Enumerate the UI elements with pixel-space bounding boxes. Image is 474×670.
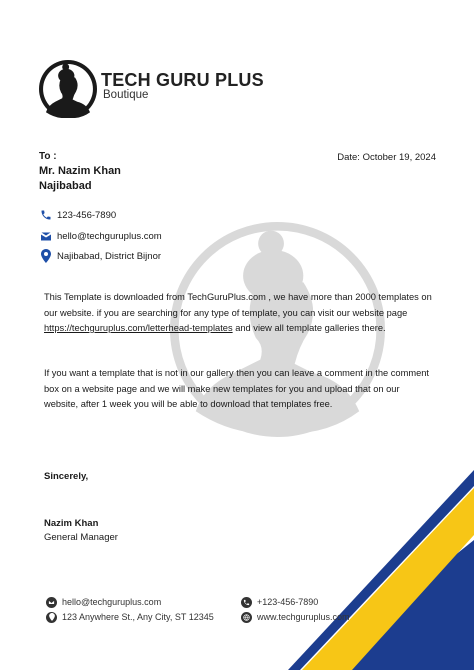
logo (39, 60, 97, 118)
globe-icon (241, 612, 252, 623)
brand-tagline: Boutique (103, 89, 149, 101)
contact-address-row (39, 249, 161, 263)
footer-email-row (46, 595, 161, 609)
phone-icon (241, 597, 252, 608)
templates-link[interactable]: https://techguruplus.com/letterhead-templates (44, 323, 233, 333)
footer-website-row (241, 610, 350, 624)
contact-email[interactable]: hello@techguruplus.com (57, 230, 162, 242)
footer-phone-row (241, 595, 318, 609)
footer-website[interactable]: www.techguruplus.com (257, 612, 350, 622)
brand-name: TECH GURU PLUS (101, 70, 264, 90)
signatory-title: General Manager (44, 532, 118, 543)
footer-phone[interactable]: +123-456-7890 (257, 597, 319, 607)
envelope-icon (46, 597, 57, 608)
paragraph-1-text: This Template is downloaded from TechGuruPlus.com , we have more than 2000 templates on our website. if you are searching for any type of template, you can visit our website page (44, 292, 432, 318)
contact-address: Najibabad, District Bijnor (57, 250, 162, 262)
envelope-icon (39, 230, 52, 243)
contact-phone-row (39, 208, 116, 222)
location-pin-icon (39, 250, 52, 263)
footer-email[interactable]: hello@techguruplus.com (62, 597, 162, 607)
paragraph-1-tail: and view all template galleries there. (232, 323, 386, 333)
woman-silhouette-icon (39, 60, 97, 118)
recipient-city: Najibabad (39, 180, 92, 192)
contact-phone[interactable]: 123-456-7890 (57, 209, 117, 221)
contact-email-row (39, 229, 162, 243)
to-label: To : (39, 151, 57, 162)
recipient-name: Mr. Nazim Khan (39, 165, 121, 177)
body-paragraph-1 (44, 290, 434, 337)
signatory-name: Nazim Khan (44, 518, 99, 529)
body-paragraph-2: If you want a template that is not in our gallery then you can leave a comment in the comment box on a website page and we will make new templates for you and upload that on our website, after 1 week you will be able to download that templates free. (44, 368, 429, 409)
phone-icon (39, 209, 52, 222)
footer-address-row (46, 610, 214, 624)
footer-address: 123 Anywhere St., Any City, ST 12345 (62, 612, 214, 622)
letter-date: Date: October 19, 2024 (337, 152, 436, 163)
closing: Sincerely, (44, 471, 89, 482)
location-pin-icon (46, 612, 57, 623)
